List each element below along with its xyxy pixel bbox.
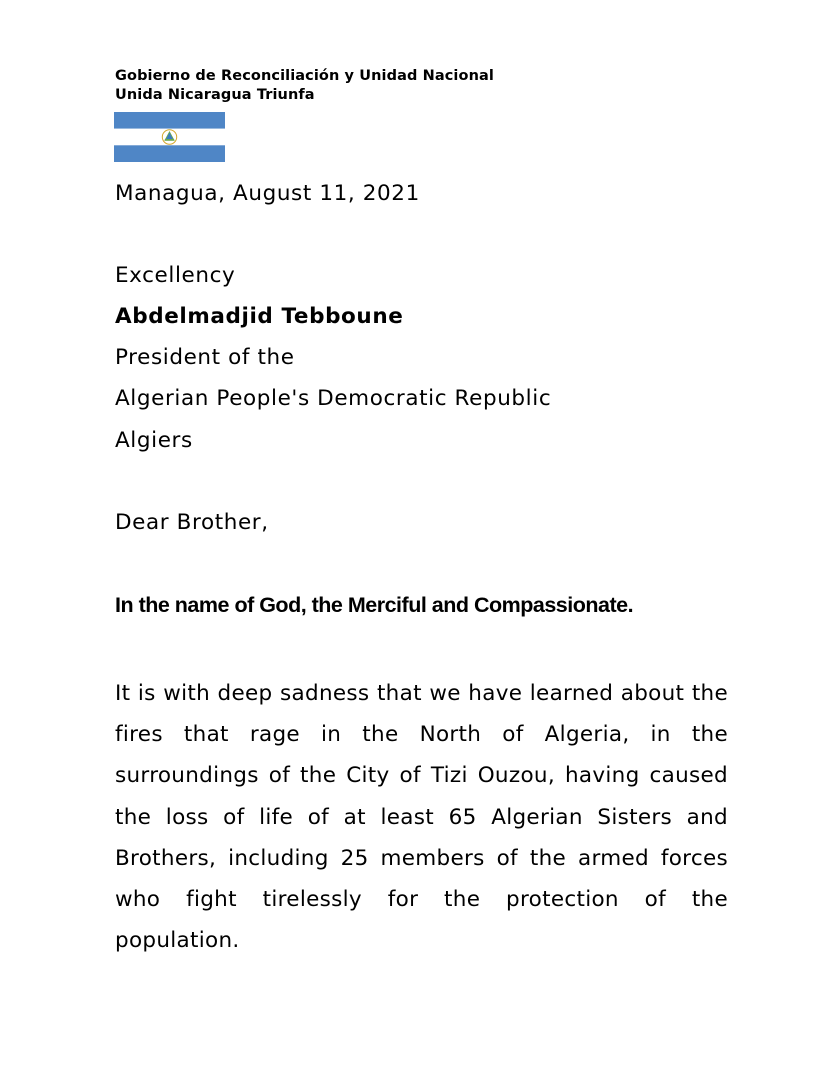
flag-bottom-stripe [114,145,225,162]
letterhead-government-name: Gobierno de Reconciliación y Unidad Nacional [115,68,494,84]
flag-top-stripe [114,112,225,129]
body-paragraph: It is with deep sadness that we have learned about the fires that rage in the North of Algeria, in the surroundings of the City of Tizi Ouzou, having caused the loss of life of at least 65 Algerian Sisters and Brothers, including 25 members of the armed forces who fight tirelessly for the protection of the population. [115,681,728,954]
invocation: In the name of God, the Merciful and Compassionate. [115,593,634,617]
recipient-city: Algiers [115,428,193,453]
recipient-role: President of the [115,345,295,370]
date-line: Managua, August 11, 2021 [115,181,420,206]
letterhead [115,67,494,105]
nicaragua-flag-icon [114,112,225,162]
recipient-title: Excellency [115,263,236,288]
greeting: Dear Brother, [115,510,269,535]
recipient-name: Abdelmadjid Tebboune [115,304,404,329]
recipient-country: Algerian People's Democratic Republic [115,386,552,411]
letterhead-slogan: Unida Nicaragua Triunfa [115,87,315,103]
